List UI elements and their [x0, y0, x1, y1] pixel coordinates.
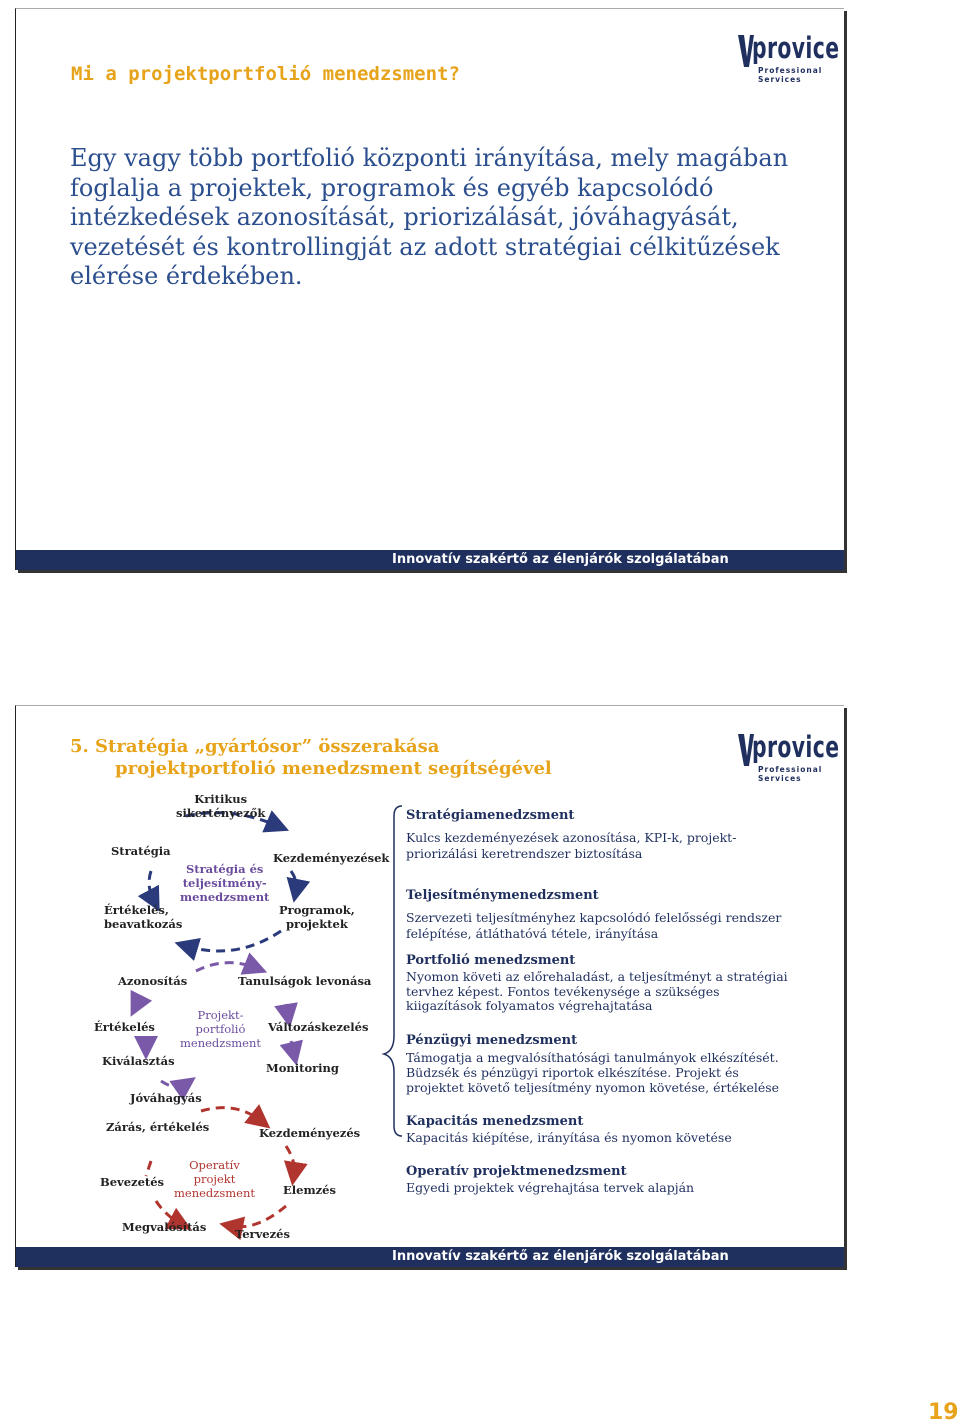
slide-1-footer — [16, 550, 844, 570]
label-kivalasztas: Kiválasztás — [102, 1054, 175, 1068]
label-programok-projektek: Programok, projektek — [279, 903, 355, 931]
arrow-c2-left1 — [136, 996, 141, 1006]
label-elemzes: Elemzés — [283, 1183, 336, 1197]
slide-2 — [15, 705, 844, 1267]
slide-1 — [15, 8, 844, 570]
label-bevezetes: Bevezetés — [100, 1175, 164, 1189]
right-strategiamenedzsment: Stratégiamenedzsment Kulcs kezdeményezések azonosítása, KPI-k, projekt- priorizálási keretrendszer biztosítása — [406, 808, 737, 861]
footer-text: Innovatív szakértő az élenjárók szolgálatában — [392, 1249, 729, 1264]
right-kapacitas-menedzsment: Kapacitás menedzsment Kapacitás kiépítése, irányítása és nyomon követése — [406, 1114, 732, 1145]
arrow-c3-top — [201, 1108, 261, 1121]
label-strategia: Stratégia — [111, 844, 171, 858]
slide-2-title-line1: 5. Stratégia „gyártósor” összerakása — [70, 736, 440, 757]
slide-1-title: Mi a projektportfolió menedzsment? — [71, 63, 460, 85]
label-ertekeles-beavatkozas: Értékelés, beavatkozás — [104, 903, 183, 931]
provice-logo — [738, 31, 840, 84]
label-jovahagyas: Jóváhagyás — [130, 1091, 202, 1105]
arrow-c2-right1 — [286, 1004, 288, 1016]
label-monitoring: Monitoring — [266, 1061, 339, 1075]
label-kezdemenyezesek: Kezdeményezések — [273, 851, 390, 865]
slide-2-title-line2: projektportfolió menedzsment segítségével — [115, 758, 552, 779]
label-kritikus-sikertenyezok: Kritikus sikertényezők — [176, 792, 266, 820]
label-projektportfolio: Projekt- portfolió menedzsment — [180, 1008, 261, 1050]
arrow-c3-right — [286, 1146, 294, 1174]
label-kezdemenyezes: Kezdeményezés — [259, 1126, 361, 1140]
arrow-c3-bottom — [231, 1206, 286, 1227]
page-number: 19 — [928, 1400, 959, 1425]
slide-1-body: Egy vagy több portfolió központi irányítása, mely magában foglalja a projektek, programok és egyéb kapcsolódó intézkedések azonosítását, priorizálását, jóváhagyását, vezetését és kontrollingját az adott stratégiai célkitűzések elérése érdekében. — [70, 144, 789, 290]
arrow-c2-bottom — [161, 1081, 186, 1087]
label-operativ-projekt: Operatív projekt menedzsment — [174, 1158, 255, 1200]
label-ertekeles: Értékelés — [94, 1020, 155, 1034]
right-operativ-projektmenedzsment: Operatív projektmenedzsment Egyedi projektek végrehajtása tervek alapján — [406, 1164, 695, 1195]
label-megvalositas: Megvalósítás — [122, 1220, 207, 1234]
logo-word: provice — [752, 31, 840, 65]
logo-word: provice — [752, 730, 840, 764]
slide-2-footer — [16, 1247, 844, 1267]
arrow-c1-right — [291, 871, 296, 891]
arrow-c3-left — [146, 1161, 151, 1176]
label-valtozaskezeles: Változáskezelés — [268, 1020, 369, 1034]
label-tervezes: Tervezés — [235, 1227, 290, 1241]
arrow-c2-top — [196, 963, 256, 971]
label-zaras: Zárás, értékelés — [106, 1120, 210, 1134]
label-tanulsagok: Tanulságok levonása — [238, 974, 372, 988]
arrow-c1-bottom — [186, 931, 281, 951]
label-azonositas: Azonosítás — [118, 974, 188, 988]
right-portfolio-menedzsment: Portfolió menedzsment Nyomon követi az előrehaladást, a teljesítményt a stratégiai tervhez képest. Fontos tevékenysége a szükséges kiigazítások folyamatos végrehajtatása — [406, 953, 788, 1013]
arrow-c2-right2 — [291, 1041, 294, 1054]
logo-subtitle: Professional Services — [758, 66, 823, 84]
right-teljesitmenymenedzsment: Teljesítménymenedzsment Szervezeti teljesítményhez kapcsolódó felelősségi rendszer felépítése, átláthatóvá tétele, irányítása — [406, 888, 782, 941]
label-strategia-teljesitmeny: Stratégia és teljesítmény- menedzsment — [180, 862, 270, 904]
footer-text: Innovatív szakértő az élenjárók szolgálatában — [392, 552, 729, 567]
arrow-c1-left — [149, 871, 154, 901]
logo-subtitle: Professional Services — [758, 765, 823, 783]
right-penzugyi-menedzsment: Pénzügyi menedzsment Támogatja a megvalósíthatósági tanulmányok elkészítését. Büdzsék és pénzügyi riportok elkészítése. Projekt és projektet követő teljesítmény nyomon követése, értékelése — [406, 1033, 780, 1095]
